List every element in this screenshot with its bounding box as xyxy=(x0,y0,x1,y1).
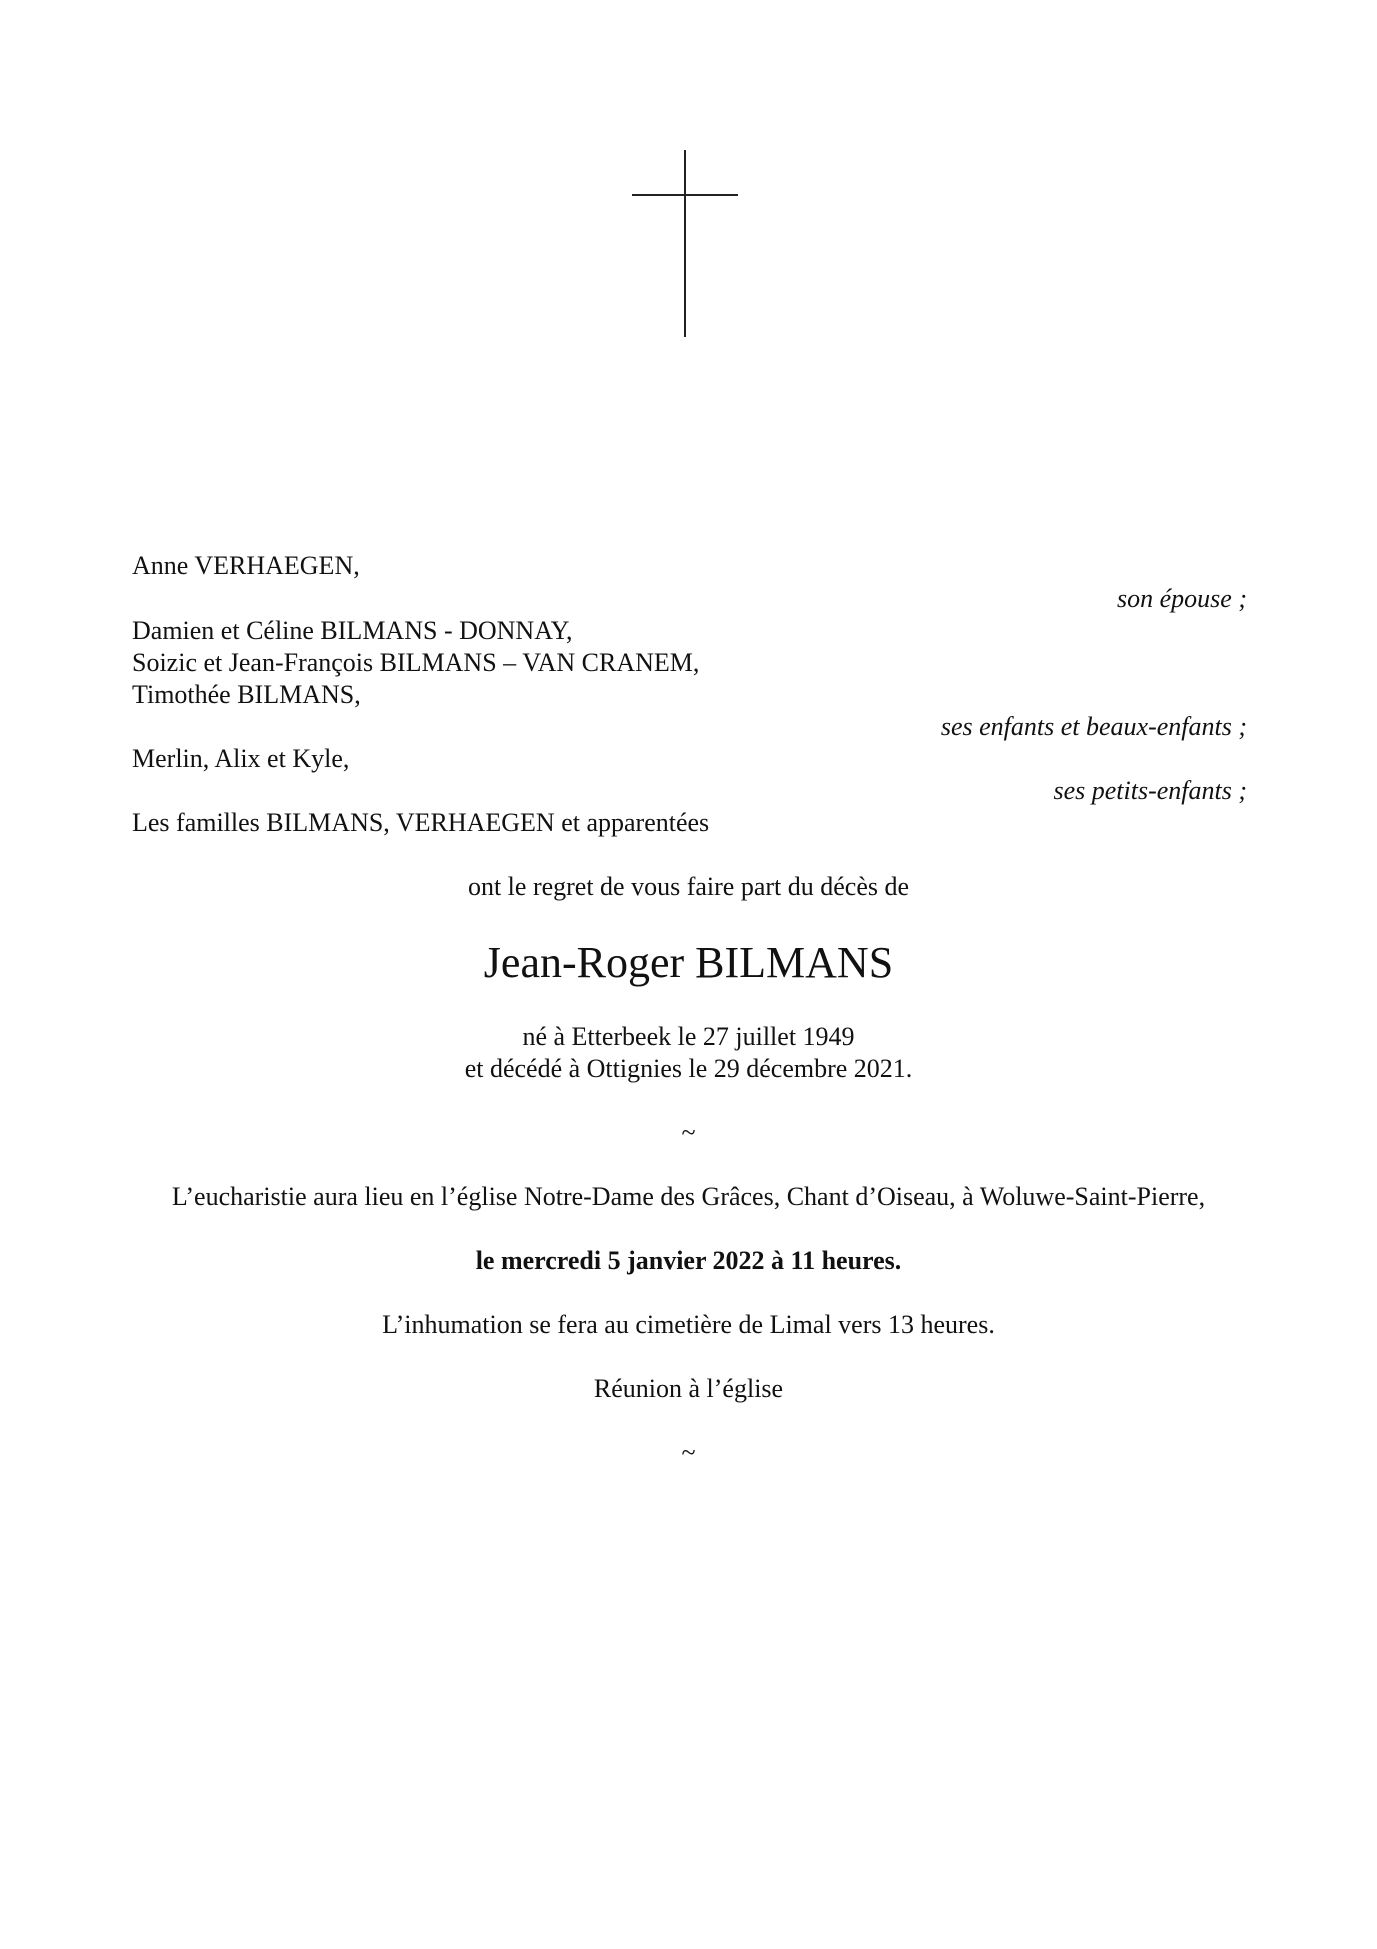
spouse-role: son épouse ; xyxy=(1117,584,1247,613)
eucharist-line: L’eucharistie aura lieu en l’église Notre-Dame des Grâces, Chant d’Oiseau, à Woluwe-Saint-Pierre, xyxy=(171,1182,1206,1211)
child-3: Timothée BILMANS, xyxy=(132,680,361,709)
separator-tilde-2: ~ xyxy=(681,1438,696,1467)
grandchildren-names: Merlin, Alix et Kyle, xyxy=(132,744,350,773)
gathering-line: Réunion à l’église xyxy=(593,1374,784,1403)
cross-icon xyxy=(632,150,738,337)
deceased-name: Jean-Roger BILMANS xyxy=(483,938,894,987)
separator-tilde: ~ xyxy=(681,1118,696,1147)
families-line: Les familles BILMANS, VERHAEGEN et apparentées xyxy=(132,808,710,837)
spouse-name: Anne VERHAEGEN, xyxy=(132,551,360,580)
burial-line: L’inhumation se fera au cimetière de Limal vers 13 heures. xyxy=(382,1310,995,1339)
child-1: Damien et Céline BILMANS - DONNAY, xyxy=(132,616,573,645)
announcement-text: ont le regret de vous faire part du décès de xyxy=(467,872,910,901)
ceremony-date: le mercredi 5 janvier 2022 à 11 heures. xyxy=(475,1246,902,1275)
child-2: Soizic et Jean-François BILMANS – VAN CRANEM, xyxy=(132,648,700,677)
grandchildren-role: ses petits-enfants ; xyxy=(1053,776,1247,805)
death-line: et décédé à Ottignies le 29 décembre 2021. xyxy=(464,1054,913,1083)
birth-line: né à Etterbeek le 27 juillet 1949 xyxy=(522,1022,855,1051)
children-role: ses enfants et beaux-enfants ; xyxy=(940,712,1247,741)
